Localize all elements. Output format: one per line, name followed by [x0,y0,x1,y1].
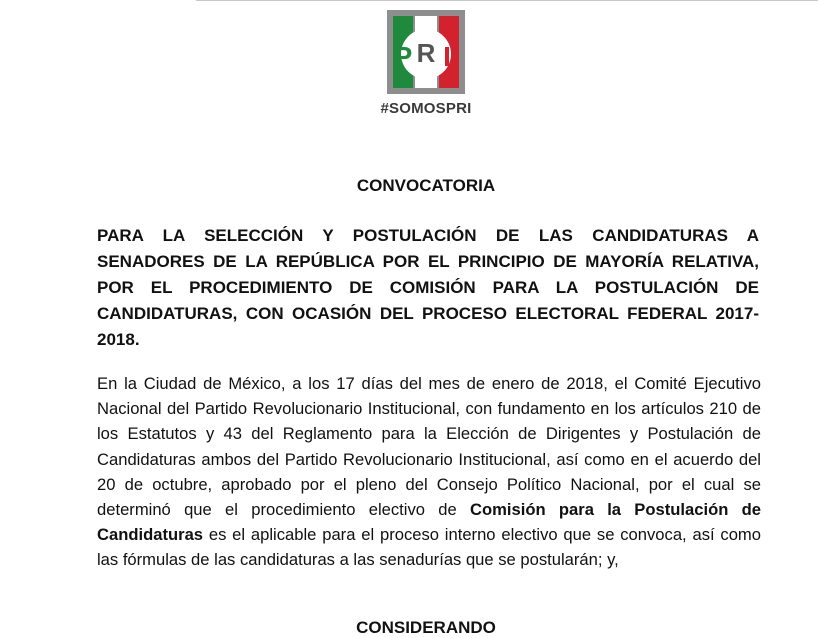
intro-paragraph-bold: Comisión para la Postulación de Candidaturas [97,500,761,545]
document-subtitle: PARA LA SELECCIÓN Y POSTULACIÓN DE LAS CANDIDATURAS A SENADORES DE LA REPÚBLICA POR EL PRINCIPIO DE MAYORÍA RELATIVA, POR EL PROCEDIMIENTO DE COMISIÓN PARA LA POSTULACIÓN DE CANDIDATURAS, CON OCASIÓN DEL PROCESO ELECTORAL FEDERAL 2017-2018. [97,226,759,349]
logo-letter-p: P [393,41,413,72]
hashtag-slogan: #SOMOSPRI [380,100,472,117]
top-border-line [196,0,818,1]
logo-letter-i: I [443,41,451,72]
intro-paragraph-part2: es el aplicable para el proceso interno electivo que se convoca, así como las fórmulas de las candidaturas a las senadurías que se postularán; y, [97,525,761,570]
pri-logo-icon [387,10,465,94]
logo-letter-r: R [416,38,436,68]
intro-paragraph-part1: En la Ciudad de México, a los 17 días del mes de enero de 2018, el Comité Ejecutivo Nacional del Partido Revolucionario Institucional, con fundamento en los artículos 210 de los Estatutos y 43 del Reglamento para la Elección de Dirigentes y Postulación de Candidaturas ambos del Partido Revolucionario Institucional, así como en el acuerdo del 20 de octubre, aprobado por el pleno del Consejo Político Nacional, por el cual se determinó que el procedimiento electivo de [97,374,761,520]
intro-paragraph [97,371,761,573]
document-title: CONVOCATORIA [356,176,496,195]
section-heading-considerando: CONSIDERANDO [356,618,496,637]
pri-logo [387,10,465,94]
